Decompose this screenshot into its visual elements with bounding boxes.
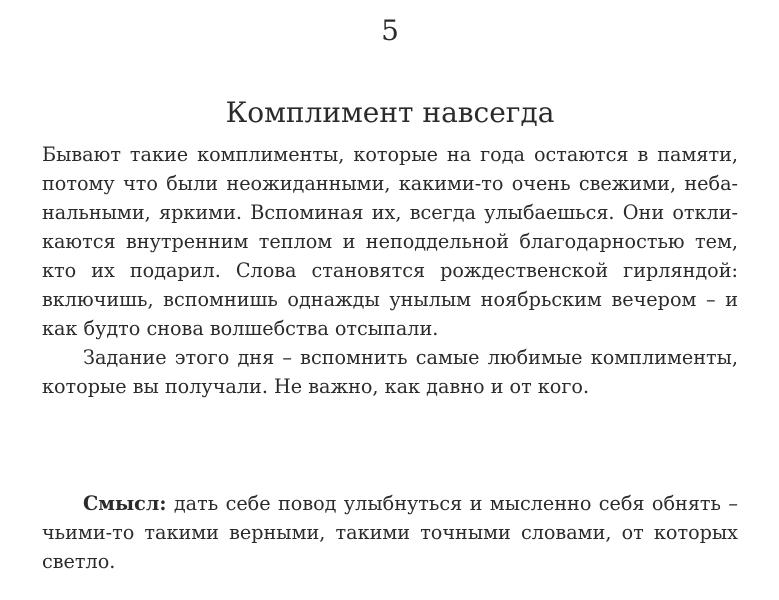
meaning-label: Смысл: — [83, 492, 167, 515]
chapter-number: 5 — [381, 14, 399, 47]
paragraph-task: Задание этого дня – вспомнить самые любимые комплименты, которые вы получали. Не важно, как давно и от кого. — [42, 346, 738, 398]
paragraph-intro: Бывают такие комплименты, которые на года остаются в памяти, потому что были неожиданными, какими-то очень свежими, небанальными, яркими. Вспоминая их, всегда улыбаешься. Они откликаются внутренним теплом и неподдельной благодарностью тем, кто их подарил. Слова становятся рождественской гирляндой: включишь, вспомнишь однажды унылым ноябрьским вечером – и как будто снова волшебства отсыпали. — [42, 143, 738, 340]
meaning-paragraph — [42, 489, 738, 576]
meaning-text: дать себе повод улыбнуться и мысленно себя обнять – чьими-то такими верными, такими точными словами, от которых светло. — [42, 492, 738, 573]
chapter-title: Комплимент навсегда — [225, 96, 555, 129]
